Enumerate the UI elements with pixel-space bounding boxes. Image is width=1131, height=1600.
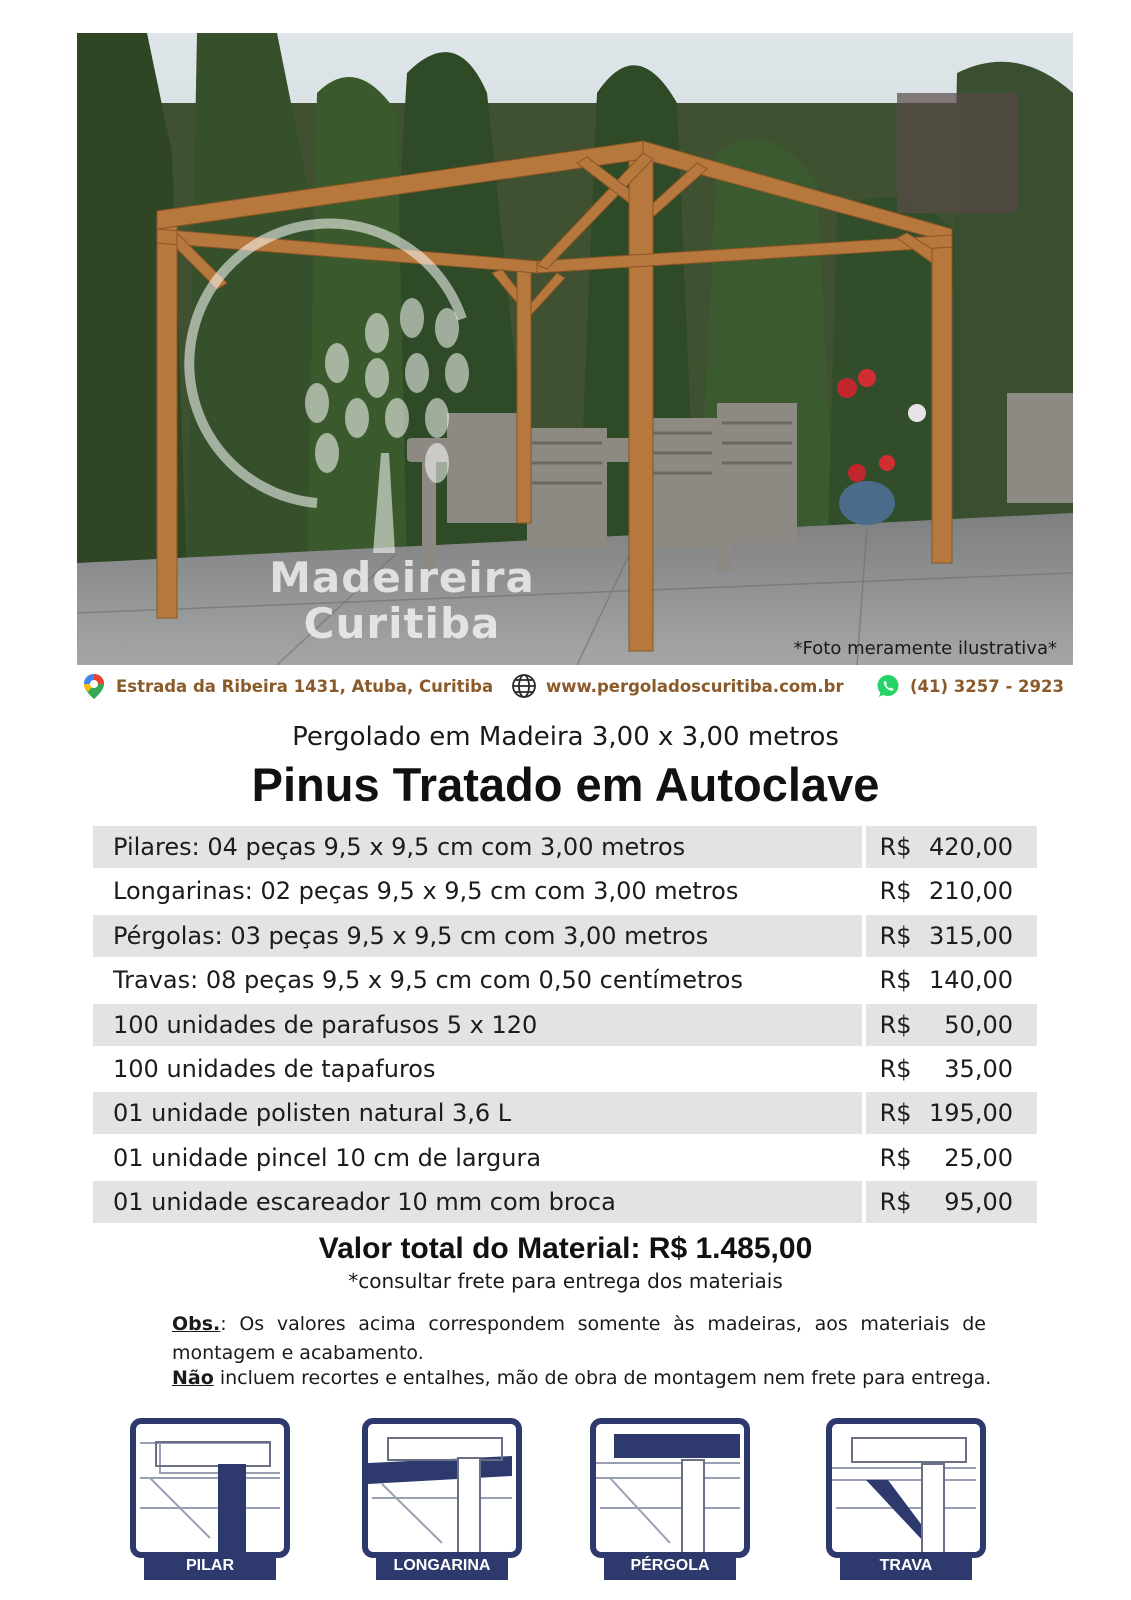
item-value: 35,00 <box>944 1054 1013 1083</box>
phone-item[interactable] <box>874 668 1064 704</box>
item-price <box>866 826 1037 868</box>
item-description: Pilares: 04 peças 9,5 x 9,5 cm com 3,00 metros <box>93 826 862 868</box>
obs-label: Obs. <box>172 1313 221 1335</box>
table-row <box>93 826 1037 870</box>
table-row <box>93 1181 1037 1225</box>
item-price <box>866 915 1037 957</box>
item-description: 100 unidades de parafusos 5 x 120 <box>93 1004 862 1046</box>
exclusion-note <box>172 1367 992 1389</box>
part-card-trava <box>826 1418 986 1580</box>
freight-note: *consultar frete para entrega dos materiais <box>348 1269 783 1293</box>
item-value: 210,00 <box>929 877 1013 906</box>
table-row <box>93 1004 1037 1048</box>
part-card-pilar <box>130 1418 290 1580</box>
item-value: 315,00 <box>929 921 1013 950</box>
whatsapp-icon <box>874 672 902 700</box>
item-currency: R$ <box>879 1054 912 1083</box>
contact-bar <box>80 668 1070 704</box>
item-description: 01 unidade polisten natural 3,6 L <box>93 1092 862 1134</box>
part-label-pilar: PILAR <box>144 1552 276 1580</box>
item-price <box>866 1092 1037 1134</box>
item-description: Travas: 08 peças 9,5 x 9,5 cm com 0,50 centímetros <box>113 966 743 995</box>
item-description: 100 unidades de tapafuros <box>113 1054 436 1083</box>
part-label-pergola: PÉRGOLA <box>604 1552 736 1580</box>
watermark-line1: Madeireira <box>269 553 535 602</box>
item-price <box>866 959 1037 1001</box>
page-subtitle: Pergolado em Madeira 3,00 x 3,00 metros <box>292 722 839 752</box>
item-value: 195,00 <box>929 1099 1013 1128</box>
item-price <box>866 870 1037 912</box>
table-row <box>93 959 1037 1003</box>
item-description: 01 unidade escareador 10 mm com broca <box>93 1181 862 1223</box>
phone-text: (41) 3257 - 2923 <box>910 676 1064 696</box>
pergola-photo <box>77 33 1073 665</box>
watermark-logo <box>252 555 552 647</box>
globe-icon <box>510 672 538 700</box>
item-value: 50,00 <box>944 1010 1013 1039</box>
photo-disclaimer: *Foto meramente ilustrativa* <box>793 638 1057 659</box>
item-price <box>866 1048 1037 1090</box>
obs-text: : Os valores acima correspondem somente às madeiras, aos materiais de montagem e acabamento. <box>172 1313 986 1364</box>
parts-legend <box>0 1418 1131 1588</box>
address-item[interactable] <box>80 668 493 704</box>
item-currency: R$ <box>879 966 912 995</box>
no-text: incluem recortes e entalhes, mão de obra de montagem nem frete para entrega. <box>213 1367 992 1389</box>
part-label-longarina: LONGARINA <box>376 1552 508 1580</box>
watermark-line2: Curitiba <box>303 599 501 648</box>
item-currency: R$ <box>879 1099 912 1128</box>
longarina-icon <box>362 1418 522 1558</box>
item-description: 01 unidade pincel 10 cm de largura <box>113 1143 542 1172</box>
item-value: 95,00 <box>944 1188 1013 1217</box>
item-value: 420,00 <box>929 833 1013 861</box>
pilar-icon <box>130 1418 290 1558</box>
item-currency: R$ <box>879 877 912 906</box>
no-label: Não <box>172 1367 214 1389</box>
website-text: www.pergoladoscuritiba.com.br <box>546 676 844 696</box>
trava-icon <box>826 1418 986 1558</box>
website-item[interactable] <box>510 668 844 704</box>
address-text: Estrada da Ribeira 1431, Atuba, Curitiba <box>116 676 494 696</box>
part-label-trava: TRAVA <box>840 1552 972 1580</box>
map-pin-icon <box>80 672 108 700</box>
table-row <box>93 915 1037 959</box>
item-currency: R$ <box>879 1188 912 1217</box>
price-table <box>93 826 1037 1226</box>
item-price <box>866 1181 1037 1223</box>
table-row <box>93 1092 1037 1136</box>
table-row <box>93 1137 1037 1181</box>
item-currency: R$ <box>879 921 912 950</box>
observation-note <box>172 1310 986 1367</box>
item-description: Pérgolas: 03 peças 9,5 x 9,5 cm com 3,00 metros <box>93 915 862 957</box>
table-row <box>93 870 1037 914</box>
item-price <box>866 1004 1037 1046</box>
pergola-illustration <box>77 33 1073 665</box>
part-card-pergola <box>590 1418 750 1580</box>
part-card-longarina <box>362 1418 522 1580</box>
item-value: 25,00 <box>944 1143 1013 1172</box>
item-description: Longarinas: 02 peças 9,5 x 9,5 cm com 3,00 metros <box>113 877 739 906</box>
page-title: Pinus Tratado em Autoclave <box>251 758 880 811</box>
total-value: Valor total do Material: R$ 1.485,00 <box>318 1232 813 1265</box>
table-row <box>93 1048 1037 1092</box>
pergola-icon <box>590 1418 750 1558</box>
item-currency: R$ <box>879 1143 912 1172</box>
item-price <box>866 1137 1037 1179</box>
item-currency: R$ <box>879 1010 912 1039</box>
item-currency: R$ <box>879 833 912 861</box>
item-value: 140,00 <box>929 966 1013 995</box>
